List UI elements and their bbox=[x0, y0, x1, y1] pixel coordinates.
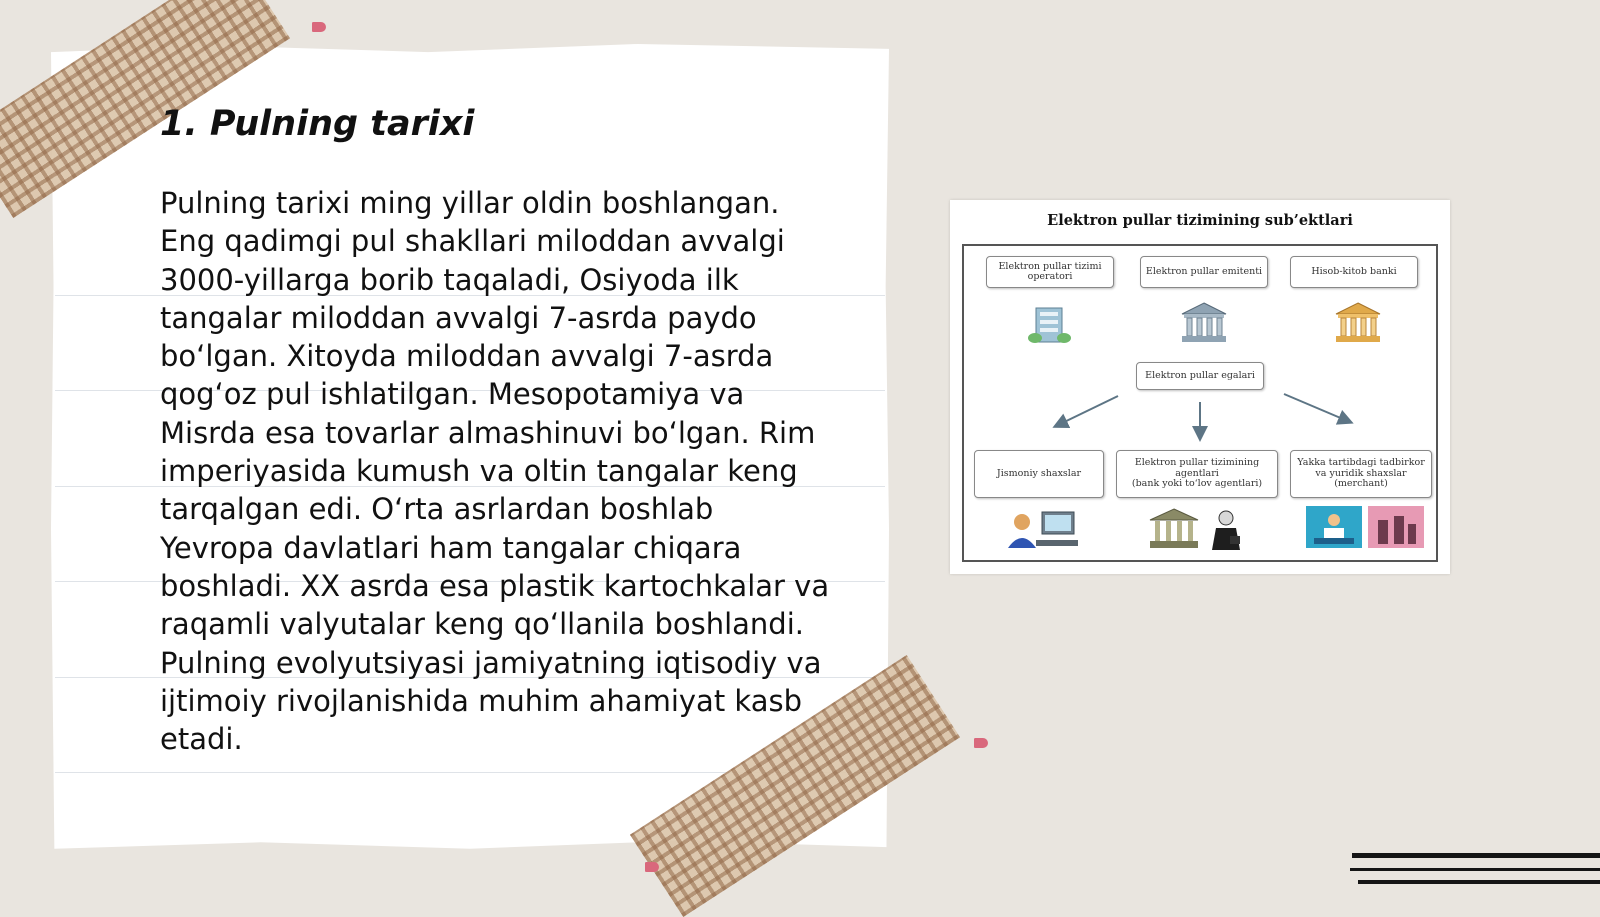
shop-icon bbox=[1368, 506, 1424, 548]
box-agents bbox=[1116, 450, 1278, 498]
person-computer-icon bbox=[1002, 506, 1082, 554]
body-line: Yevropa davlatlari ham tangalar chiqara bbox=[160, 530, 742, 565]
diagram-figure bbox=[950, 200, 1450, 574]
box-individuals bbox=[974, 450, 1104, 498]
pin-top-left bbox=[312, 22, 326, 32]
office-worker-icon bbox=[1306, 506, 1362, 548]
body-line: qog‘oz pul ishlatilgan. Mesopotamiya va bbox=[160, 377, 745, 412]
box-line: Yakka tartibdagi tadbirkor bbox=[1297, 457, 1425, 469]
body-line: etadi. bbox=[160, 722, 243, 757]
body-line: 3000-yillarga borib taqaladi, Osiyoda ilk bbox=[160, 262, 739, 297]
pin-bottom-right bbox=[974, 738, 988, 748]
slide-heading: 1. Pulning tarixi bbox=[160, 104, 475, 144]
box-emitent: Elektron pullar emitenti bbox=[1140, 256, 1268, 288]
body-line: Misrda esa tovarlar almashinuvi bo‘lgan. Rim bbox=[160, 415, 816, 450]
businessman-icon bbox=[1208, 508, 1244, 552]
box-line: Jismoniy shaxslar bbox=[996, 467, 1082, 479]
box-money-holders: Elektron pullar egalari bbox=[1136, 362, 1264, 390]
pin-bottom-left bbox=[645, 862, 659, 872]
box-line: (bank yoki to‘lov agentlari) bbox=[1131, 478, 1263, 490]
box-system-operator: Elektron pullar tizimi operatori bbox=[986, 256, 1114, 288]
box-settlement-bank: Hisob-kitob banki bbox=[1290, 256, 1418, 288]
decorative-stripe bbox=[1352, 853, 1600, 858]
body-line: ijtimoiy rivojlanishida muhim ahamiyat kasb bbox=[160, 683, 802, 718]
bank-icon bbox=[1146, 506, 1202, 552]
body-line: Pulning evolyutsiyasi jamiyatning iqtisodiy va bbox=[160, 645, 822, 680]
box-line: (merchant) bbox=[1334, 478, 1388, 490]
decorative-stripe bbox=[1358, 880, 1600, 884]
decorative-stripe bbox=[1350, 868, 1600, 871]
body-line: tarqalgan edi. O‘rta asrlardan boshlab bbox=[160, 492, 714, 527]
box-line: va yuridik shaxslar bbox=[1315, 467, 1407, 479]
box-line: Elektron pullar tizimining bbox=[1134, 457, 1260, 469]
body-line: Pulning tarixi ming yillar oldin boshlangan. bbox=[160, 186, 780, 220]
box-merchants bbox=[1290, 450, 1432, 498]
body-line: tangalar miloddan avvalgi 7-asrda paydo bbox=[160, 300, 757, 335]
body-line: raqamli valyutalar keng qo‘llanila boshlandi. bbox=[160, 607, 804, 642]
body-line: boshladi. XX asrda esa plastik kartochkalar va bbox=[160, 568, 830, 603]
diagram-title: Elektron pullar tizimining sub’ektlari bbox=[1047, 212, 1353, 229]
body-line: imperiyasida kumush va oltin tangalar keng bbox=[160, 454, 798, 489]
body-line: bo‘lgan. Xitoyda miloddan avvalgi 7-asrda bbox=[160, 339, 774, 374]
box-line: agentlari bbox=[1175, 467, 1219, 479]
body-line: Eng qadimgi pul shakllari miloddan avvalgi bbox=[160, 224, 785, 259]
body-paragraph bbox=[160, 184, 850, 758]
